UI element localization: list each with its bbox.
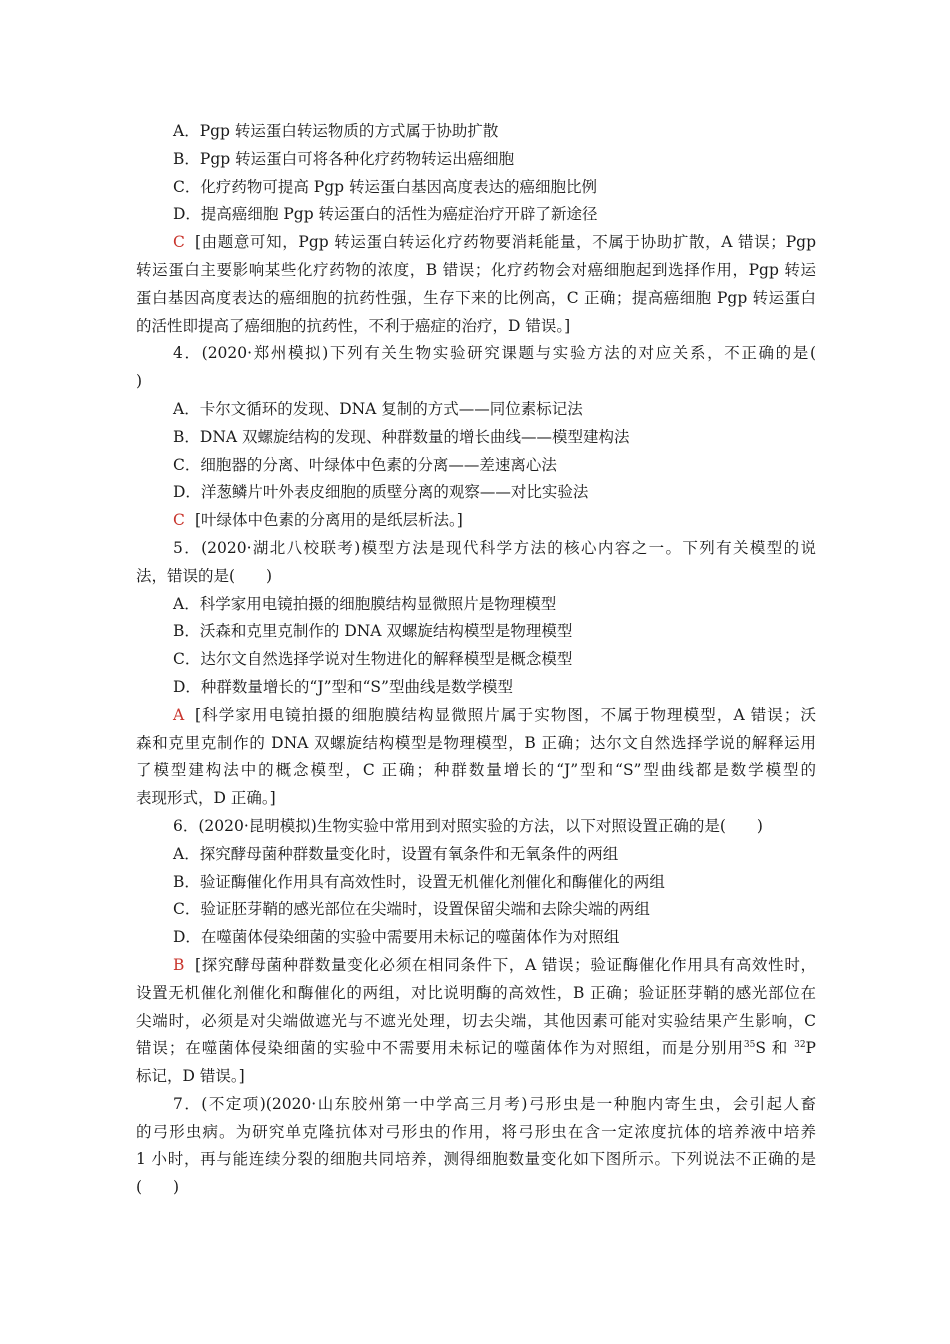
explanation-line: A [科学家用电镜拍摄的细胞膜结构显微照片属于实物图，不属于物理模型，A 错误；沃 — [136, 702, 816, 730]
explanation-line: 错误；在噬菌体侵染细菌的实验中不需要用未标记的噬菌体作为对照组，而是分别用$^{35}$S 和 $^{32}$P — [136, 1039, 816, 1058]
option-a: A．科学家用电镜拍摄的细胞膜结构显微照片是物理模型 — [173, 594, 557, 613]
option-a: A．卡尔文循环的发现、DNA 复制的方式——同位素标记法 — [173, 399, 583, 418]
option-d: D．在噬菌体侵染细菌的实验中需要用未标记的噬菌体作为对照组 — [173, 928, 620, 947]
explanation-line: C [由题意可知，Pgp 转运蛋白转运化疗药物要消耗能量，不属于协助扩散，A 错误；Pgp — [136, 229, 816, 257]
question-stem: 的弓形虫病。为研究单克隆抗体对弓形虫的作用，将弓形虫在含一定浓度抗体的培养液中培养 — [136, 1122, 816, 1141]
explanation-line: 森和克里克制作的 DNA 双螺旋结构模型是物理模型，B 正确；达尔文自然选择学说的解释运用 — [136, 733, 816, 752]
explanation-line: 了模型建构法中的概念模型，C 正确；种群数量增长的“J”型和“S”型曲线都是数学模型的 — [136, 761, 816, 780]
isotope-mass: 32 — [794, 1040, 806, 1051]
option-a: A．Pgp 转运蛋白转运物质的方式属于协助扩散 — [173, 122, 499, 140]
answer-letter: B — [173, 955, 185, 974]
option-b: B．Pgp 转运蛋白可将各种化疗药物转运出癌细胞 — [173, 149, 515, 168]
option-d: D．提高癌细胞 Pgp 转运蛋白的活性为癌症治疗开辟了新途径 — [173, 205, 598, 224]
document-page — [136, 118, 816, 1202]
explanation-line: 表现形式，D 正确。] — [136, 789, 276, 808]
explanation-line: 标记，D 错误。] — [136, 1067, 245, 1086]
explanation-line: C [叶绿体中色素的分离用的是纸层析法。] — [136, 507, 816, 535]
explanation-line: 转运蛋白主要影响某些化疗药物的浓度，B 错误；化疗药物会对癌细胞起到选择作用，Pgp 转运 — [136, 260, 816, 279]
question-6 — [136, 813, 816, 1091]
explanation-line: 尖端时，必须是对尖端做遮光与不遮光处理，切去尖端，其他因素可能对实验结果产生影响，C — [136, 1011, 816, 1030]
option-c: C．达尔文自然选择学说对生物进化的解释模型是概念模型 — [173, 650, 573, 669]
option-b: B．DNA 双螺旋结构的发现、种群数量的增长曲线——模型建构法 — [173, 427, 630, 446]
answer-letter: A — [173, 705, 185, 724]
answer-letter: C — [173, 511, 185, 530]
question-3 — [136, 118, 816, 340]
option-d: D．洋葱鳞片叶外表皮细胞的质壁分离的观察——对比实验法 — [173, 483, 589, 502]
answer-letter: C — [173, 233, 185, 252]
question-stem: 1 小时，再与能连续分裂的细胞共同培养，测得细胞数量变化如下图所示。下列说法不正确的是 — [136, 1150, 816, 1169]
question-stem: ) — [136, 372, 143, 391]
option-c: C．细胞器的分离、叶绿体中色素的分离——差速离心法 — [173, 455, 557, 474]
option-d: D．种群数量增长的“J”型和“S”型曲线是数学模型 — [173, 677, 513, 696]
question-stem: 6．(2020·昆明模拟)生物实验中常用到对照实验的方法，以下对照设置正确的是( ) — [173, 816, 763, 835]
explanation-line: B [探究酵母菌种群数量变化必须在相同条件下，A 错误；验证酶催化作用具有高效性时， — [136, 952, 816, 980]
isotope-mass: 35 — [743, 1040, 756, 1051]
question-7 — [136, 1091, 816, 1202]
option-b: B．沃森和克里克制作的 DNA 双螺旋结构模型是物理模型 — [173, 622, 573, 641]
question-stem: 5．(2020·湖北八校联考)模型方法是现代科学方法的核心内容之一。下列有关模型的说 — [173, 538, 816, 557]
question-stem: ( ) — [136, 1178, 180, 1197]
explanation-line: 的活性即提高了癌细胞的抗药性，不利于癌症的治疗，D 错误。] — [136, 316, 571, 335]
option-a: A．探究酵母菌种群数量变化时，设置有氧条件和无氧条件的两组 — [173, 844, 619, 863]
explanation-line: 蛋白基因高度表达的癌细胞的抗药性强，生存下来的比例高，C 正确；提高癌细胞 Pgp 转运蛋白 — [136, 288, 816, 307]
question-stem: 4．(2020·郑州模拟)下列有关生物实验研究课题与实验方法的对应关系，不正确的是( — [173, 344, 816, 363]
option-b: B．验证酶催化作用具有高效性时，设置无机催化剂催化和酶催化的两组 — [173, 872, 665, 891]
question-stem: 法，错误的是( ) — [136, 566, 273, 585]
question-4 — [136, 340, 816, 535]
question-5 — [136, 535, 816, 813]
option-c: C．化疗药物可提高 Pgp 转运蛋白基因高度表达的癌细胞比例 — [173, 177, 597, 196]
question-stem: 7．(不定项)(2020·山东胶州第一中学高三月考)弓形虫是一种胞内寄生虫，会引起人畜 — [173, 1094, 816, 1113]
explanation-line: 设置无机催化剂催化和酶催化的两组，对比说明酶的高效性，B 正确；验证胚芽鞘的感光部位在 — [136, 983, 816, 1002]
option-c: C．验证胚芽鞘的感光部位在尖端时，设置保留尖端和去除尖端的两组 — [173, 900, 650, 919]
